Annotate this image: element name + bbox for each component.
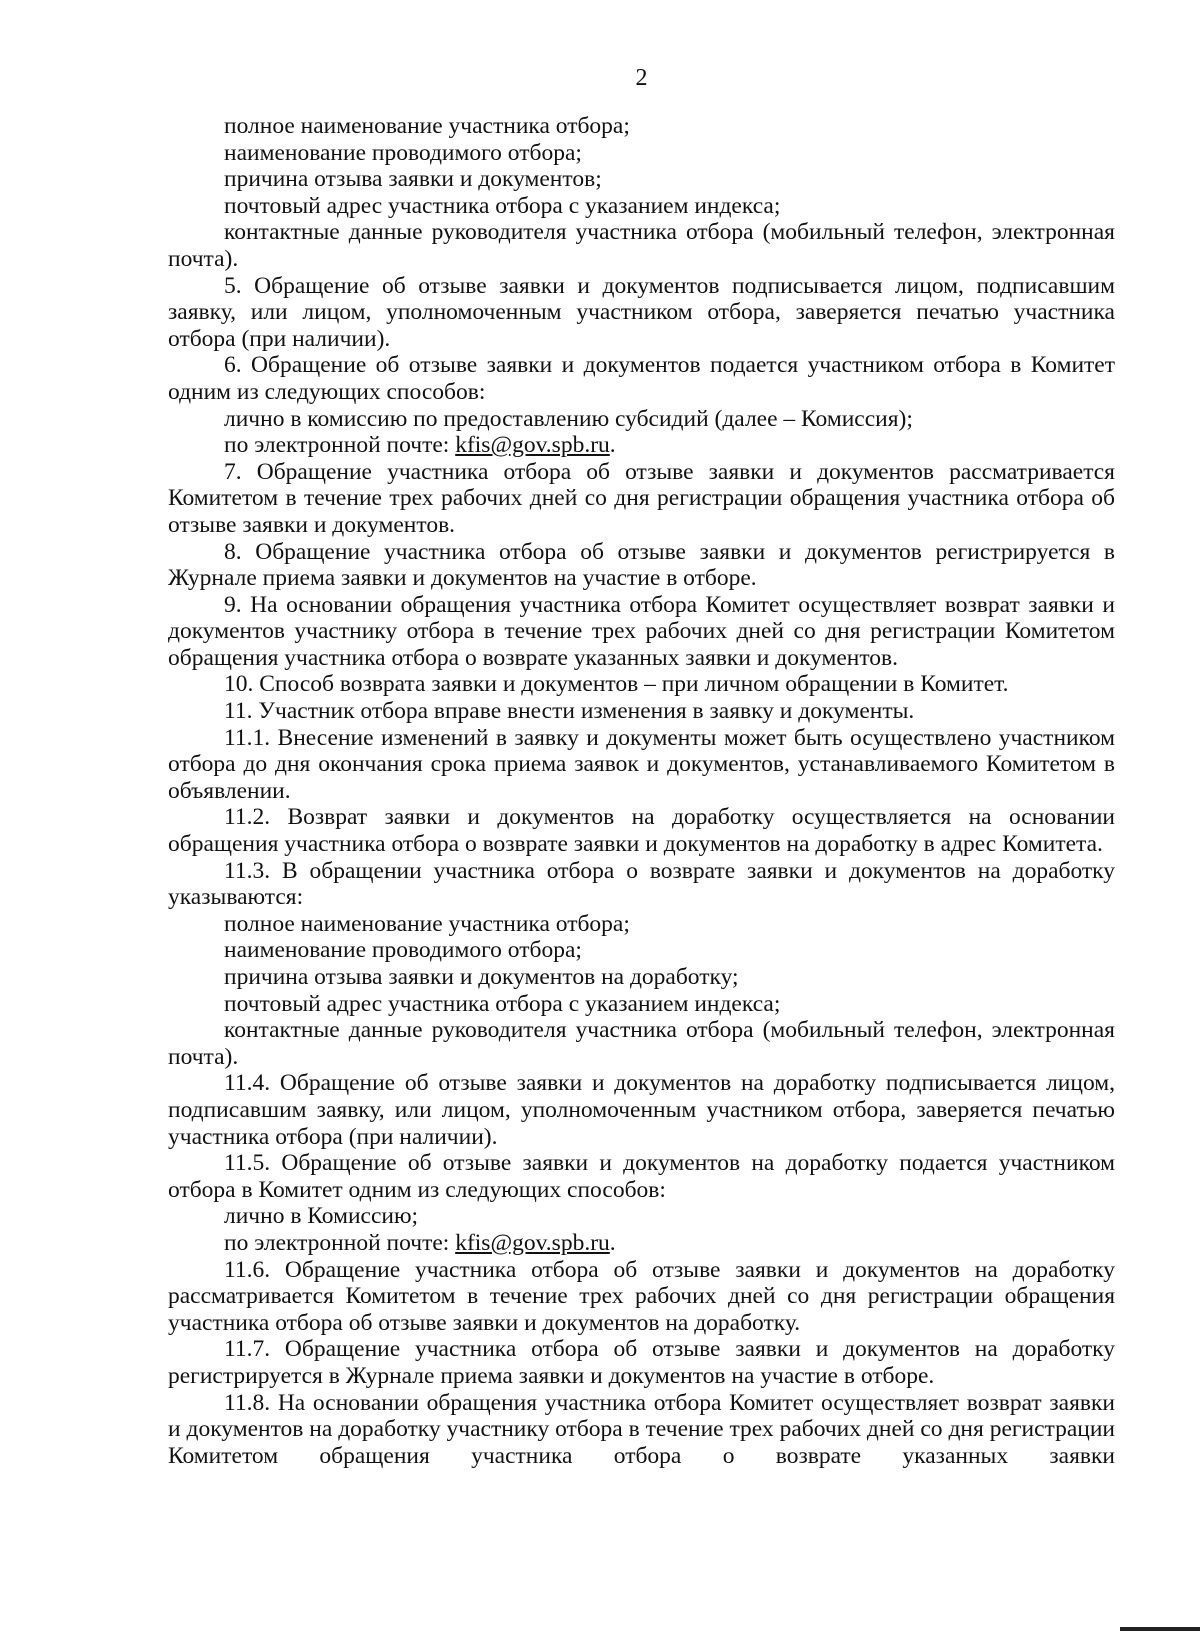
paragraph: почтовый адрес участника отбора с указанием индекса; bbox=[224, 192, 781, 219]
paragraph: 11.3. В обращении участника отбора о возврате заявки и документов на доработку указываются: bbox=[168, 857, 1115, 911]
document-body bbox=[168, 113, 1115, 1469]
paragraph: 11.6. Обращение участника отбора об отзыве заявки и документов на доработку рассматривается Комитетом в течение трех рабочих дней со дня регистрации обращения участника отбора об отзыве заявки и документов на доработку. bbox=[168, 1256, 1115, 1336]
paragraph: 11. Участник отбора вправе внести изменения в заявку и документы. bbox=[224, 698, 915, 725]
paragraph: причина отзыва заявки и документов; bbox=[224, 166, 602, 193]
email-link[interactable]: kfis@gov.spb.ru bbox=[455, 1229, 610, 1256]
punctuation: . bbox=[609, 1229, 616, 1256]
paragraph: 8. Обращение участника отбора об отзыве заявки и документов регистрируется в Журнале приема заявки и документов на участие в отборе. bbox=[168, 538, 1115, 592]
paragraph-email bbox=[168, 432, 1115, 459]
paragraph: 11.8. На основании обращения участника отбора Комитет осуществляет возврат заявки и документов на доработку участнику отбора в течение трех рабочих дней со дня регистрации Комитетом обращения участника отбора о возврате указанных заявки bbox=[168, 1389, 1115, 1469]
email-link[interactable]: kfis@gov.spb.ru bbox=[455, 432, 610, 459]
paragraph: полное наименование участника отбора; bbox=[224, 113, 630, 139]
email-label: по электронной почте: bbox=[224, 1229, 456, 1256]
paragraph: 11.2. Возврат заявки и документов на доработку осуществляется на основании обращения участника отбора о возврате заявки и документов на доработку в адрес Комитета. bbox=[168, 804, 1115, 858]
paragraph: 9. На основании обращения участника отбора Комитет осуществляет возврат заявки и документов участнику отбора в течение трех рабочих дней со дня регистрации Комитетом обращения участника отбора о возврате указанных заявки и документов. bbox=[168, 591, 1115, 671]
paragraph: контактные данные руководителя участника отбора (мобильный телефон, электронная почта). bbox=[168, 1017, 1115, 1070]
paragraph-email bbox=[168, 1230, 1115, 1257]
paragraph: 5. Обращение об отзыве заявки и документов подписывается лицом, подписавшим заявку, или лицом, уполномоченным участником отбора, заверяется печатью участника отбора (при наличии). bbox=[168, 272, 1115, 352]
paragraph: наименование проводимого отбора; bbox=[224, 139, 582, 166]
paragraph: почтовый адрес участника отбора с указанием индекса; bbox=[224, 990, 781, 1017]
paragraph: 11.7. Обращение участника отбора об отзыве заявки и документов на доработку регистрируется в Журнале приема заявки и документов на участие в отборе. bbox=[168, 1336, 1115, 1389]
paragraph: причина отзыва заявки и документов на доработку; bbox=[224, 964, 739, 990]
paragraph: полное наименование участника отбора; bbox=[224, 910, 630, 937]
paragraph: 11.1. Внесение изменений в заявку и документы может быть осуществлено участником отбора до дня окончания срока приема заявок и документов, устанавливаемого Комитетом в объявлении. bbox=[168, 724, 1115, 804]
page-edge-mark bbox=[1120, 1627, 1200, 1631]
paragraph: 6. Обращение об отзыве заявки и документов подается участником отбора в Комитет одним из следующих способов: bbox=[168, 352, 1115, 405]
paragraph: 11.5. Обращение об отзыве заявки и документов на доработку подается участником отбора в Комитет одним из следующих способов: bbox=[168, 1150, 1115, 1203]
page-number: 2 bbox=[635, 65, 648, 91]
paragraph: лично в Комиссию; bbox=[224, 1203, 419, 1230]
punctuation: . bbox=[609, 432, 616, 459]
paragraph: наименование проводимого отбора; bbox=[224, 937, 582, 964]
paragraph: 10. Способ возврата заявки и документов – при личном обращении в Комитет. bbox=[224, 671, 1009, 698]
paragraph: 11.4. Обращение об отзыве заявки и документов на доработку подписывается лицом, подписавшим заявку, или лицом, уполномоченным участником отбора, заверяется печатью участника отбора (при наличии). bbox=[168, 1070, 1115, 1150]
email-label: по электронной почте: bbox=[224, 432, 456, 459]
paragraph: 7. Обращение участника отбора об отзыве заявки и документов рассматривается Комитетом в течение трех рабочих дней со дня регистрации обращения участника отбора об отзыве заявки и документов. bbox=[168, 458, 1115, 538]
paragraph: контактные данные руководителя участника отбора (мобильный телефон, электронная почта). bbox=[168, 219, 1115, 272]
paragraph: лично в комиссию по предоставлению субсидий (далее – Комиссия); bbox=[224, 405, 913, 432]
